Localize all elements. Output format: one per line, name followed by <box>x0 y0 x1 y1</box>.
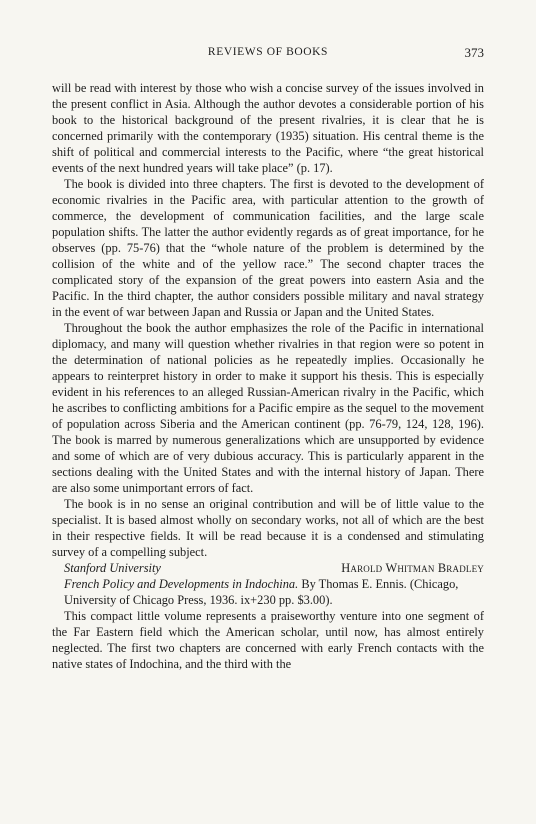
review1-paragraph-3: Throughout the book the author emphasizes the role of the Pacific in international diplomacy, and many will question whether rivalries in that region were so potent in the determination of national policies as he repeatedly implies. Occasionally he appears to reinterpret history in order to make it support his thesis. This is especially evident in his references to an alleged Russian-American rivalry in the Pacific, which he ascribes to conflicting ambitions for a Pacific empire as the sequel to the movement of population across Siberia and the American continent (pp. 76-79, 124, 128, 196). The book is marred by numerous generalizations which are unsupported by evidence and some of which are of very dubious accuracy. This is particularly apparent in the sections dealing with the United States and with the internal history of Japan. There are also some unimportant errors of fact. <box>52 321 484 495</box>
review2-citation: By Thomas E. Ennis. (Chicago, University of Chicago Press, 1936. ix+230 pp. $3.00). <box>64 577 459 607</box>
running-title: REVIEWS OF BOOKS <box>207 46 329 58</box>
review1-paragraph-1: will be read with interest by those who wish a concise survey of the issues involved in the present conflict in Asia. Although the author devotes a considerable portion of his book to the historical background of the present rivalries, it is clear that he is concerned primarily with the contemporary (1935) situation. His central theme is the shift of political and commercial interests to the Pacific, where “the great historical events of the next hundred years will take place” (p. 17). <box>52 81 484 175</box>
review1-signature <box>64 560 484 576</box>
review2-paragraph-1: This compact little volume represents a praiseworthy venture into one segment of the Far Eastern field which the American scholar, until now, has almost entirely neglected. The first two chapters are concerned with early French contacts with the native states of Indochina, and the third with the <box>52 609 484 671</box>
review2-book-title: French Policy and Developments in Indochina. <box>64 577 299 591</box>
reviewer-name: Harold Whitman Bradley <box>341 561 484 575</box>
page-number: 373 <box>464 45 484 60</box>
running-head <box>0 46 536 64</box>
page-body <box>52 80 484 672</box>
reviewer-affiliation: Stanford University <box>64 561 161 575</box>
review2-heading <box>52 576 484 608</box>
review1-paragraph-4: The book is in no sense an original contribution and will be of little value to the specialist. It is based almost wholly on secondary works, not all of which are the best in their respective fields. It will be read because it is a condensed and stimulating survey of a compelling subject. <box>52 497 484 559</box>
review1-paragraph-2: The book is divided into three chapters. The first is devoted to the development of economic rivalries in the Pacific area, with particular attention to the growth of commerce, the development of communication facilities, and the large scale population shifts. The latter the author evidently regards as of great importance, for he observes (pp. 75-76) that the “whole nature of the problem is determined by the collision of the white and of the yellow race.” The second chapter traces the complicated story of the expansion of the great powers into eastern Asia and the Pacific. In the third chapter, the author considers possible military and naval strategy in the event of war between Japan and Russia or Japan and the United States. <box>52 177 484 319</box>
